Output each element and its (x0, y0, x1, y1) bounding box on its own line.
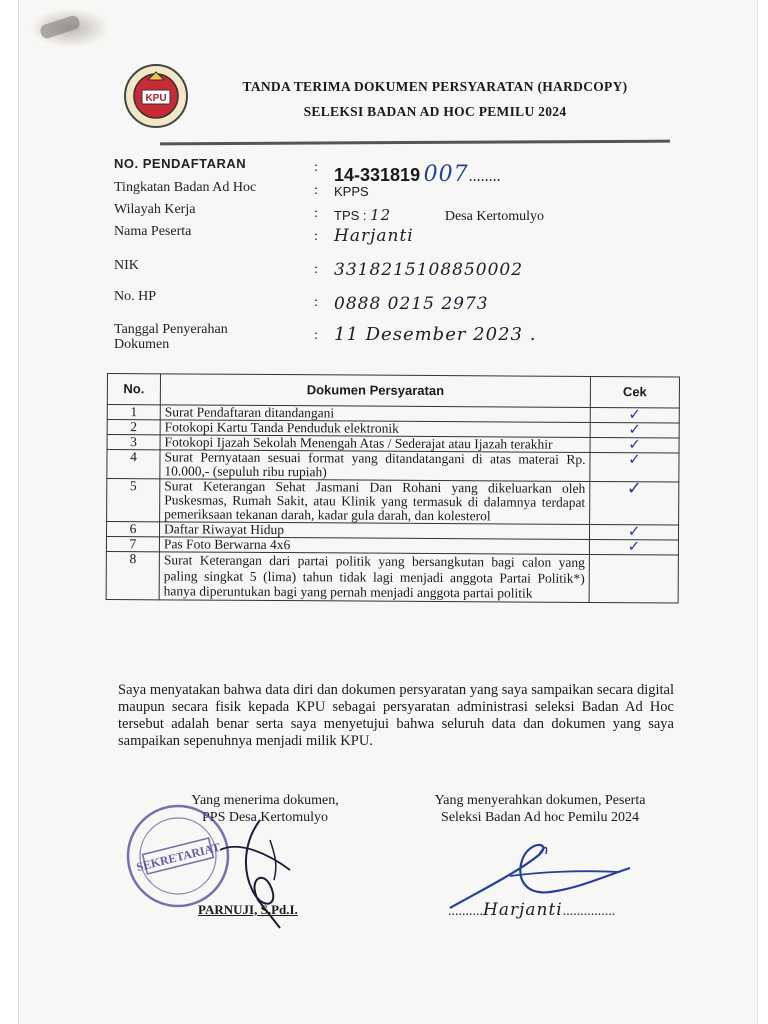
date-value: 11 Desember 2023 . (334, 324, 537, 345)
name-value: Harjanti (334, 226, 414, 246)
row-number: 8 (106, 551, 159, 599)
colon: : (314, 206, 318, 221)
colon: : (314, 328, 318, 343)
phone-value: 0888 0215 2973 (334, 294, 489, 314)
row-description: Fotokopi Ijazah Sekolah Menengah Atas / Sederajat atau Ijazah terakhir (160, 435, 590, 453)
submitter-line2: Seleksi Badan Ad hoc Pemilu 2024 (441, 810, 639, 825)
header-no: No. (107, 374, 160, 405)
colon: : (314, 160, 318, 175)
submitter-name: Harjanti (483, 900, 563, 920)
checkmark-icon: ✓ (590, 481, 679, 525)
declaration-statement: Saya menyatakan bahwa data diri dan dokumen persyaratan yang saya sampaikan secara digital maupun secara fisik kepada KPU sebagai persyaratan administrasi seleksi Badan Ad Hoc tersebut adalah benar serta saya menyetujui bahwa seluruh data dan dokumen yang saya sampaikan sepenuhnya menjadi milik KPU. (118, 682, 674, 749)
area-tps-label: TPS : (334, 208, 367, 223)
checkmark-icon: ✓ (590, 407, 679, 423)
svg-text:SEKRETARIAT: SEKRETARIAT (135, 839, 222, 875)
area-village: Desa Kertomulyo (444, 209, 545, 224)
checkmark-icon: ✓ (589, 539, 678, 555)
row-number: 6 (107, 522, 160, 537)
svg-text:KPU: KPU (145, 93, 167, 104)
doc-subtitle: SELEKSI BADAN AD HOC PEMILU 2024 (303, 104, 567, 119)
checkmark-icon: ✓ (590, 422, 679, 438)
table-header-row (107, 374, 679, 408)
row-description: Surat Pernyataan sesuai format yang ditandatangani di atas materai Rp. 10.000,- (sepuluh ribu rupiah) (160, 450, 590, 482)
dots-left: .......... (448, 904, 483, 919)
date-label-line1: Tanggal Penyerahan (114, 322, 228, 337)
check-cell-empty (589, 554, 678, 602)
area-tps-number: 12 (370, 206, 392, 224)
level-value: KPPS (334, 184, 369, 199)
row-number: 5 (107, 479, 160, 522)
phone-label: No. HP (114, 289, 157, 304)
colon: : (314, 262, 318, 277)
row-number: 1 (107, 405, 160, 420)
registration-label: NO. PENDAFTARAN (114, 156, 247, 171)
registration-hand: 007 (423, 162, 469, 187)
row-number: 4 (107, 450, 160, 479)
row-number: 2 (107, 420, 160, 435)
dots-right: ............... (562, 904, 616, 919)
level-label: Tingkatan Badan Ad Hoc (114, 180, 257, 195)
requirements-table (106, 373, 680, 603)
checkmark-icon: ✓ (590, 452, 679, 482)
submitter-block (400, 792, 680, 826)
row-description: Surat Pendaftaran ditandangani (160, 405, 590, 423)
registration-dots: ........ (468, 168, 501, 185)
nik-label: NIK (114, 258, 139, 273)
nik-value: 3318215108850002 (334, 260, 524, 280)
checkmark-icon: ✓ (590, 437, 679, 453)
table-row (107, 450, 679, 482)
submitter-line1: Yang menyerahkan dokumen, Peserta (434, 793, 646, 808)
row-number: 3 (107, 435, 160, 450)
submitter-name-line (448, 900, 615, 920)
header-check: Cek (590, 376, 679, 408)
header-document: Dokumen Persyaratan (160, 374, 590, 408)
row-description: Surat Keterangan Sehat Jasmani Dan Rohani yang dikeluarkan oleh Puskesmas, Rumah Sakit, atau Klinik yang termasuk di dalamnya terdapat pemeriksaan tekanan darah, kadar gula darah, dan kolesterol (160, 479, 590, 525)
date-label-line2: Dokumen (114, 337, 170, 352)
kpu-logo-icon (122, 62, 190, 132)
registration-number: 14-331819 (334, 165, 421, 185)
row-number: 7 (106, 537, 159, 552)
colon: : (314, 295, 318, 310)
doc-title: TANDA TERIMA DOKUMEN PERSYARATAN (HARDCOPY) (242, 79, 628, 94)
name-label: Nama Peserta (114, 224, 192, 239)
colon: : (314, 229, 318, 244)
receiver-line2: PPS Desa Kertomulyo (202, 810, 328, 825)
row-description: Daftar Riwayat Hidup (160, 522, 590, 540)
table-row (106, 551, 678, 602)
area-value (334, 206, 544, 225)
area-label: Wilayah Kerja (114, 202, 196, 217)
receiver-name: PARNUJI, S.Pd.I. (198, 902, 298, 917)
row-description: Pas Foto Berwarna 4x6 (159, 537, 589, 555)
checkmark-icon: ✓ (589, 524, 678, 540)
colon: : (314, 183, 318, 198)
table-row (107, 479, 679, 525)
row-description: Fotokopi Kartu Tanda Penduduk elektronik (160, 420, 590, 438)
row-description: Surat Keterangan dari partai politik yang bersangkutan bagi calon yang paling singkat 5 (lima) tahun tidak lagi menjadi anggota Partai Politik*) hanya diperuntukan bagi yang pernah menjadi anggota partai politik (159, 552, 589, 602)
receiver-line1: Yang menerima dokumen, (191, 793, 339, 808)
